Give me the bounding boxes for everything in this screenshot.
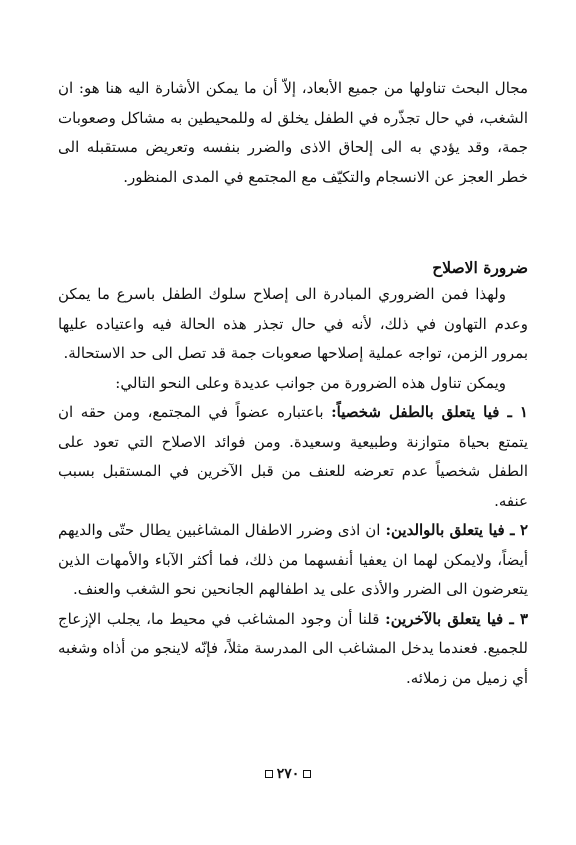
page-footer: [0, 766, 576, 782]
page-number: ٢٧٠: [276, 766, 300, 782]
intro-text: مجال البحث تناولها من جميع الأبعاد، إلاّ أن ما يمكن الأشارة اليه هنا هو: ان الشغب، في حال تجذّره في الطفل يخلق له وللمحيطين به مشاكل وصعوبات جمة، وقد يؤدي به الى إلحاق الاذى والضرر بنفسه وتعريض مستقبله الى خطر العجز عن الانسجام والتكيّف مع المجتمع في المدى المنظور.: [58, 79, 528, 186]
list-item-child: [58, 398, 528, 516]
square-ornament-icon: [303, 770, 311, 778]
square-ornament-icon: [265, 770, 273, 778]
list-item-others-label: ٣ ـ فيا يتعلق بالآخرين:: [385, 609, 528, 628]
list-item-others-text: قلنا أن وجود المشاغب في محيط ما، يجلب الإزعاج للجميع. فعندما يدخل المشاغب الى المدرسة مثلاً، فإنّه لاينجو من أذاه وشغبه أي زميل من زملائه.: [58, 609, 528, 687]
list-item-child-text: باعتباره عضواً في المجتمع، ومن حقه ان يتمتع بحياة متوازنة وطبيعية وسعيدة. ومن فوائد الاصلاح التي تعود على الطفل شخصياً عدم تعرضه للعنف من قبل الآخرين في المستقبل بسبب عنفه.: [58, 403, 528, 510]
list-item-others: [58, 605, 528, 694]
list-item-parents-label: ٢ ـ فيا يتعلق بالوالدين:: [385, 521, 528, 539]
section-heading: ضرورة الاصلاح: [432, 258, 528, 277]
list-item-parents: [58, 516, 528, 605]
list-item-child-label: ١ ـ فيا يتعلق بالطفل شخصياً:: [331, 403, 528, 421]
body-paragraph-1: ولهذا فمن الضروري المبادرة الى إصلاح سلوك الطفل باسرع ما يمكن وعدم التهاون في ذلك، لأنه في حال تجذر هذه الحالة فيه واعتياده عليها بمرور الزمن، تواجه عملية إصلاحها صعوبات جمة قد تصل الى حد الاستحالة.: [58, 285, 528, 362]
body-paragraph-2: ويمكن تناول هذه الضرورة من جوانب عديدة وعلى النحو التالي:: [115, 373, 506, 392]
intro-paragraph: [58, 74, 528, 192]
section-body: [58, 280, 528, 693]
list-item-parents-text: ان اذى وضرر الاطفال المشاغبين يطال حتّى والديهم أيضاً، ولايمكن لهما ان يعفيا أنفسهما من ذلك، فما أكثر الآباء والأمهات الذين يتعرضون الى الضرر والأذى على يد اطفالهم الجانحين نحو الشغب والعنف.: [58, 521, 528, 598]
